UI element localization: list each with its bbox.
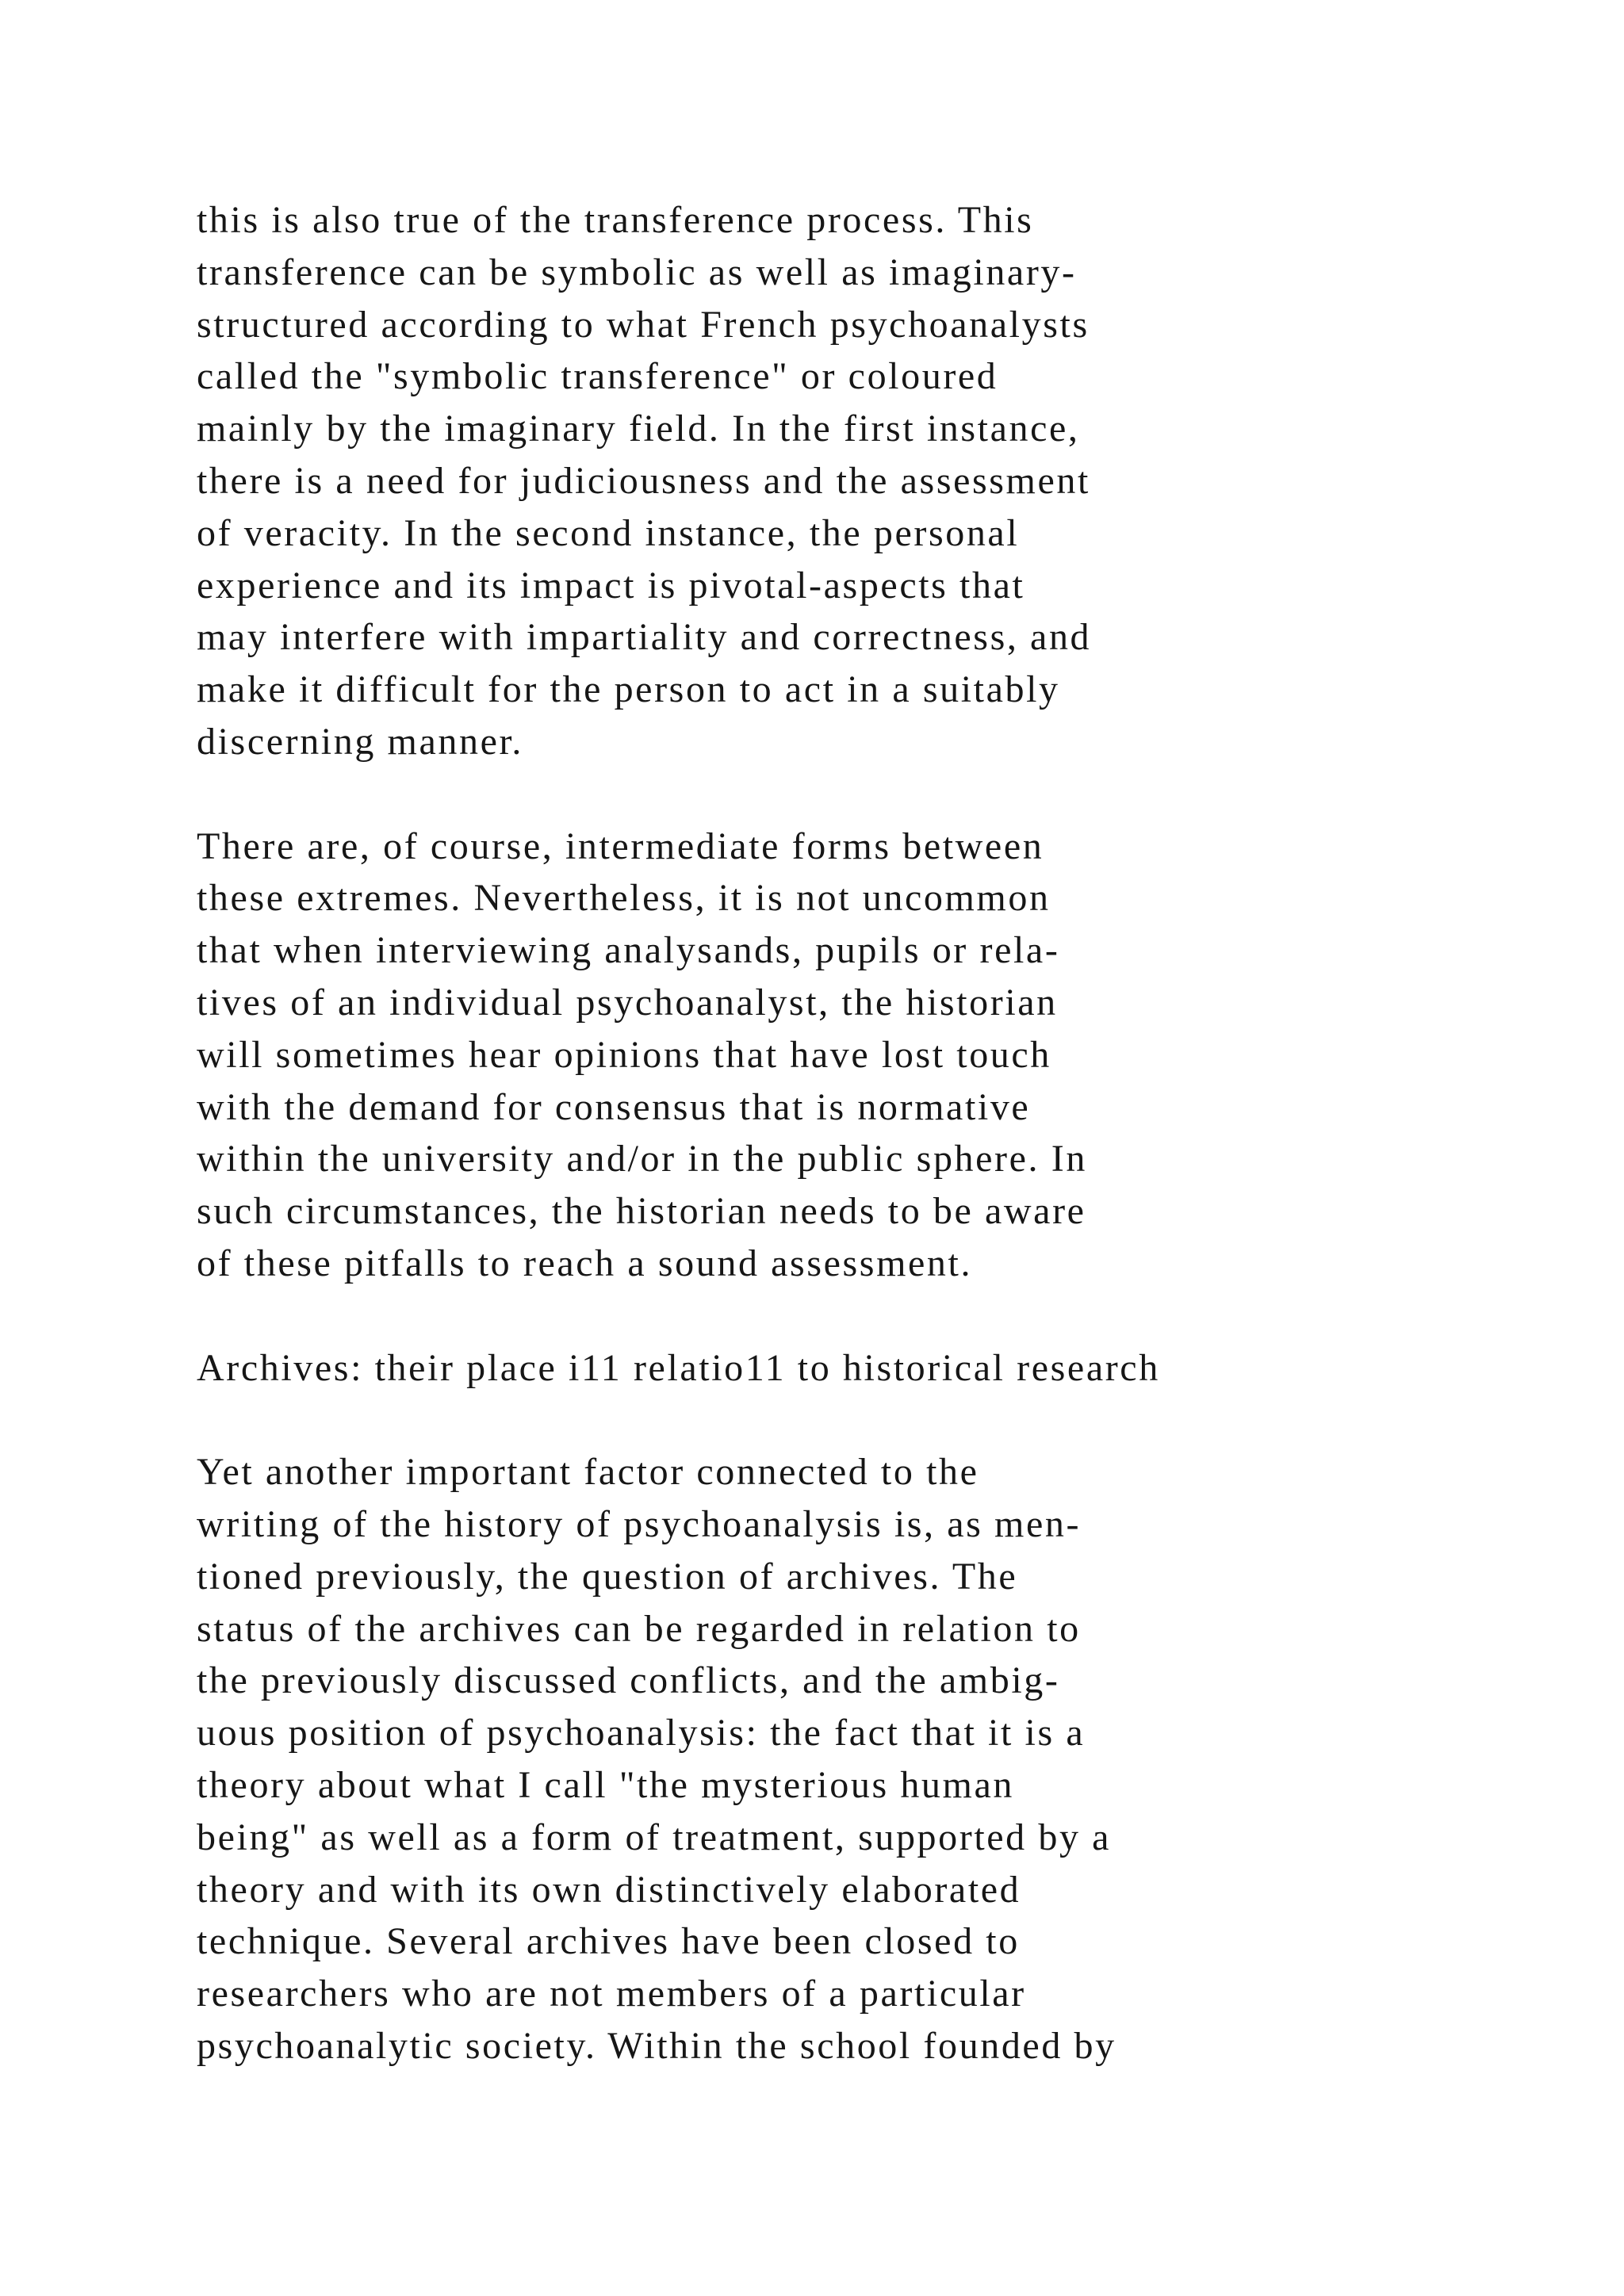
text-line: theory about what I call "the mysterious human bbox=[197, 1763, 1014, 1806]
text-line: this is also true of the transference process. This bbox=[197, 199, 1034, 241]
paragraph-gap bbox=[197, 1290, 1545, 1342]
paragraph-intermediate-forms bbox=[197, 821, 1545, 1290]
text-line: called the "symbolic transference" or coloured bbox=[197, 355, 998, 398]
text-line: of veracity. In the second instance, the personal bbox=[197, 511, 1020, 554]
text-line: theory and with its own distinctively elaborated bbox=[197, 1868, 1021, 1911]
text-line: there is a need for judiciousness and the assessment bbox=[197, 459, 1090, 502]
text-line: structured according to what French psychoanalysts bbox=[197, 303, 1090, 346]
text-line: of these pitfalls to reach a sound assessment. bbox=[197, 1242, 973, 1284]
text-line: There are, of course, intermediate forms between bbox=[197, 825, 1044, 867]
text-line: researchers who are not members of a particular bbox=[197, 1973, 1026, 2015]
text-line: technique. Several archives have been closed to bbox=[197, 1920, 1020, 1963]
paragraph-gap bbox=[197, 768, 1545, 821]
text-line: will sometimes hear opinions that have lost touch bbox=[197, 1033, 1051, 1076]
text-line: experience and its impact is pivotal-aspects that bbox=[197, 564, 1025, 607]
text-line: uous position of psychoanalysis: the fact that it is a bbox=[197, 1712, 1086, 1755]
text-line: may interfere with impartiality and correctness, and bbox=[197, 616, 1092, 659]
text-line: these extremes. Nevertheless, it is not uncommon bbox=[197, 877, 1051, 920]
text-line: transference can be symbolic as well as imaginary- bbox=[197, 251, 1077, 293]
text-line: such circumstances, the historian needs to be aware bbox=[197, 1190, 1086, 1233]
text-line: within the university and/or in the public sphere. In bbox=[197, 1138, 1087, 1181]
paragraph-transference bbox=[197, 194, 1545, 768]
text-line: being" as well as a form of treatment, supported by a bbox=[197, 1816, 1112, 1858]
text-line: status of the archives can be regarded in relation to bbox=[197, 1607, 1081, 1650]
text-line: with the demand for consensus that is normative bbox=[197, 1085, 1031, 1128]
section-heading: Archives: their place i11 relatio11 to historical research bbox=[197, 1346, 1160, 1389]
section-heading-archives bbox=[197, 1342, 1545, 1395]
text-line: tioned previously, the question of archives. The bbox=[197, 1555, 1018, 1598]
paragraph-archives bbox=[197, 1446, 1545, 2072]
text-line: Yet another important factor connected to the bbox=[197, 1451, 979, 1494]
paragraph-gap bbox=[197, 1394, 1545, 1446]
text-line: mainly by the imaginary field. In the first instance, bbox=[197, 408, 1080, 450]
text-line: tives of an individual psychoanalyst, the historian bbox=[197, 981, 1058, 1024]
text-line: discerning manner. bbox=[197, 720, 524, 763]
body-text bbox=[197, 194, 1545, 2072]
text-line: make it difficult for the person to act in a suitably bbox=[197, 668, 1060, 711]
text-line: the previously discussed conflicts, and the ambig- bbox=[197, 1659, 1060, 1702]
text-line: writing of the history of psychoanalysis is, as men- bbox=[197, 1502, 1082, 1545]
text-line: that when interviewing analysands, pupils or rela- bbox=[197, 929, 1060, 972]
text-line: psychoanalytic society. Within the school founded by bbox=[197, 2024, 1116, 2067]
